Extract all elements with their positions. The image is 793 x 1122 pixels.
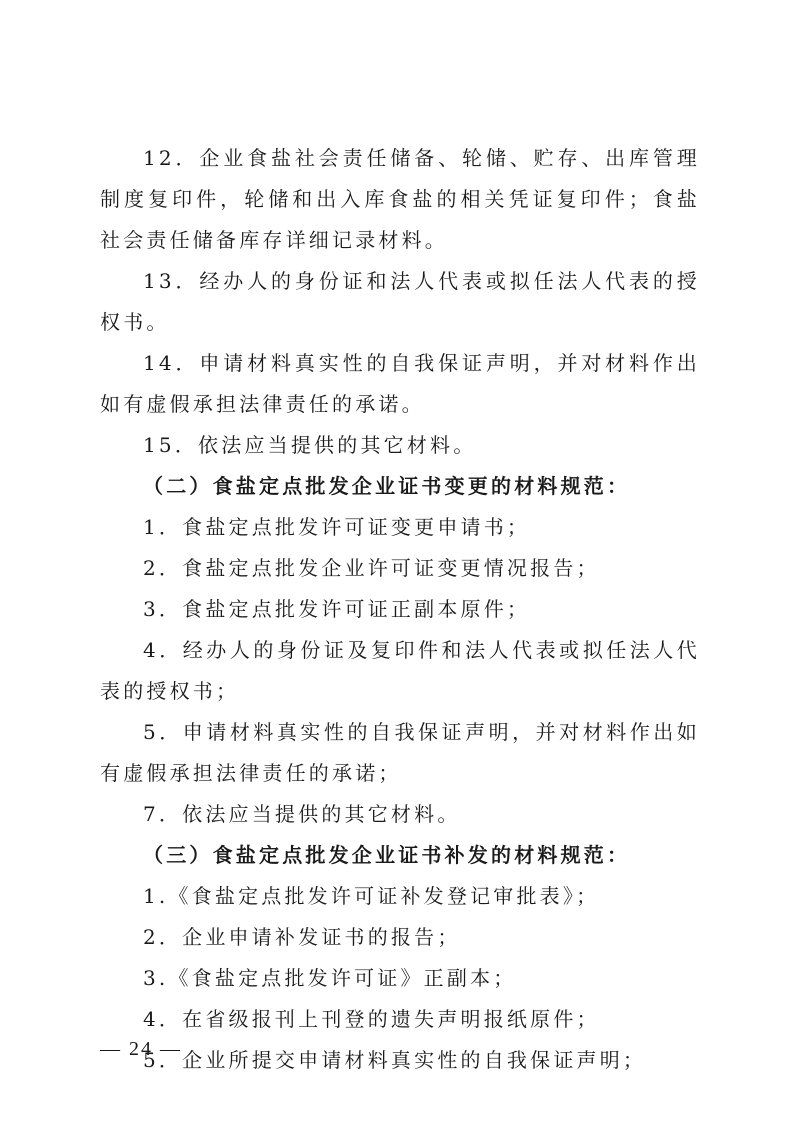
document-body	[100, 138, 700, 1081]
section-heading-3: （三）食盐定点批发企业证书补发的材料规范：	[143, 843, 631, 867]
list-item: 5．申请材料真实性的自我保证声明，并对材料作出如有虚假承担法律责任的承诺；	[100, 720, 700, 785]
page-number: — 24 —	[100, 1038, 182, 1060]
section-heading-2: （二）食盐定点批发企业证书变更的材料规范：	[143, 474, 631, 498]
list-item: 2．企业申请补发证书的报告；	[143, 925, 461, 949]
list-item: 1．食盐定点批发许可证变更申请书；	[143, 515, 531, 539]
list-item: 2．食盐定点批发企业许可证变更情况报告；	[143, 556, 600, 580]
list-item: 7．依法应当提供的其它材料。	[143, 802, 461, 826]
list-item: 4．在省级报刊上刊登的遗失声明报纸原件；	[143, 1007, 600, 1031]
paragraph-15: 15．依法应当提供的其它材料。	[143, 433, 477, 457]
list-item: 3.《食盐定点批发许可证》正副本；	[143, 966, 517, 990]
paragraph-14: 14．申请材料真实性的自我保证声明，并对材料作出如有虚假承担法律责任的承诺。	[100, 351, 700, 416]
paragraph-13: 13．经办人的身份证和法人代表或拟任法人代表的授权书。	[100, 269, 700, 334]
list-item: 3．食盐定点批发许可证正副本原件；	[143, 597, 531, 621]
list-item: 5．企业所提交申请材料真实性的自我保证声明；	[143, 1048, 647, 1072]
paragraph-12: 12．企业食盐社会责任储备、轮储、贮存、出库管理制度复印件，轮储和出入库食盐的相关凭证复印件；食盐社会责任储备库存详细记录材料。	[100, 146, 700, 252]
list-item: 4．经办人的身份证及复印件和法人代表或拟任法人代表的授权书；	[100, 638, 700, 703]
list-item: 1.《食盐定点批发许可证补发登记审批表》；	[143, 884, 600, 908]
